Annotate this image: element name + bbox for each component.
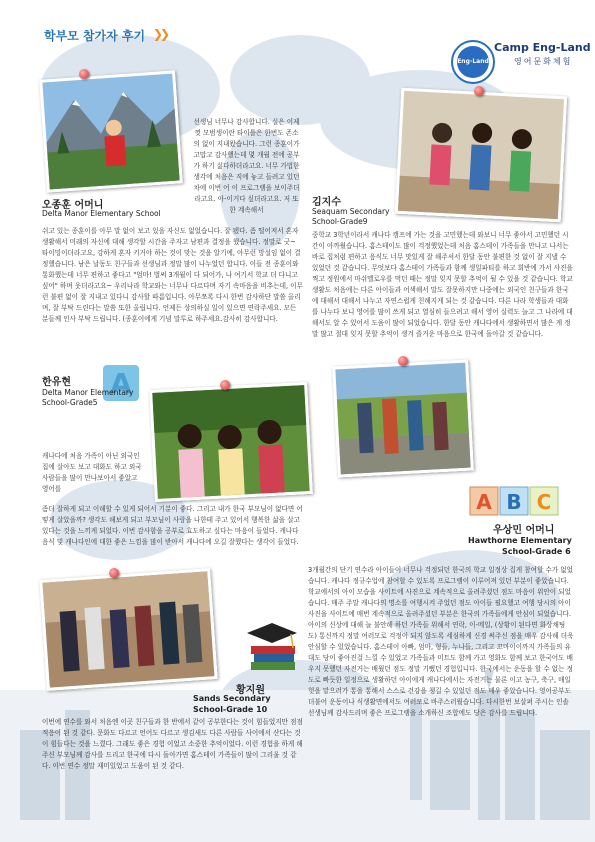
photo-mountain-student — [39, 70, 183, 192]
pin-icon — [474, 86, 484, 96]
pin-icon — [79, 69, 89, 79]
double-chevron-right-icon: ❯❯ — [153, 27, 168, 41]
testimonial-3-school: Delta Manor Elementary School-Grade5 — [42, 388, 134, 407]
letter-c-glyph: C — [536, 490, 552, 514]
page-title: 학부모 참가자 후기 — [44, 29, 146, 43]
letter-b-glyph: B — [506, 490, 522, 514]
testimonial-1-text-top: 선생님 너무나 감사합니다. 실은 이제껏 모범생이란 타이틀은 한번도 존소의 없이 지내왔습니다. 그런 종훈이가 고맙고 감사했는데 몇 개월 전에 공부가 하기 싫다하더라고요. 너무 가법한 생각에 처음은 직에 놓고 들려고 있던 차에 이번 어 이 프로그램을 보이주더라고요. 아-이거다 싶더라고요. 저 또한 계속해서 — [193, 118, 300, 214]
testimonial-3-text-side: 캐나다에 처음 가족이 아닌 외국인 집에 살아도 보고 대화도 하고 외국사람들을 많이 만나보아서 좋았고 영어를 — [42, 452, 142, 493]
photo-boys-yard — [332, 360, 474, 478]
abc-blocks-icon — [470, 483, 560, 523]
testimonial-3-text: 좀더 잘하게 되고 이해할 수 있게 되어서 기분이 좋다. 그리고 내가 한국 부모님이 없다면 어떻게 살았을까? 생각도 해보게 되고 부모님이 사랑을 나한테 주고 있어서 행복한 삶을 살고 있다는 것을 느끼게 되었다. 이번 감사함을 공부로 효도하고 싶다는 마음이 들었다. 캐나다 음식 및 캐나다인에 대한 좋은 느낌을 많이 받아서 캐나다에 오길 잘했다는 생각이 들었다. — [42, 505, 303, 546]
testimonial-1-school: Delta Manor Elementary School — [42, 209, 161, 218]
testimonial-1-text-bottom: 쉬고 있는 종훈이를 아무 말 없이 보고 있을 자신도 없었습니다. 잘 됐다. 좀 떨어져서 혼자 생활해서 미래의 자신에 대해 생각할 시간을 주자고 남편과 결정을 했습니다. 정말로 굿~ 타이밍이더라고요, 강하게 혼자 키거야 하는 것이 맞는 것을 알기에, 아무런 망설임 없이 결정했습니다. 남은 날동도 친구들과 선생님과 정말 많이 나누었던 합니다. 이들 전 종훈이와 통화했는데 너무 편하고 좋다고 "엄마! 벌써 3개월이 다 되어가, 나 여기서 학교 더 다니고 싶어" 하며 웃더라고요~ 우리나라 학교와는 너무나 다르다며 자기 속마음을 비추는데, 이무런 불편 없이 잘 지내고 있다니 감사할 따름입니다. 아무쪼록 다시 한번 감사하단 말씀 올리며, 잘 부탁 드린다는 말씀 또한 올립니다. 언제든 상의하실 일이 있으면 연락주세요. 모든 분들께 인사 부탁 드립니다. (종훈이에게 기념 말투로 하주세요.감사히 감사합니다. — [42, 227, 303, 323]
pin-icon — [398, 356, 408, 366]
logo-name: Camp Eng-Land — [494, 41, 591, 54]
logo-subtitle: 영어문화체험 — [514, 57, 573, 66]
photo-girls-group — [149, 382, 313, 502]
testimonial-2-text: 중학교 3학년이라서 캐나다 캠프에 가는 것을 고민했는데 와보니 너무 좋아서 고민했던 시간이 아까웠습니다. 홈스테이도 많이 걱정했었는데 처음 홈스테이 가족들을 만나고 나서는 바로 집처럼 편하고 음식도 너무 맛있게 잘 해주셔서 한달 동안 불편한 것 없이 잘 지낼 수 있었던 것 같습니다. 무엇보다 홈스테이 가족들과 함께 생일파티를 하고 회반에 가서 사진을 찍고 정원에서 마쉬멜로우를 먹던 때는 정말 잊지 못할 추억이 될 수 있을 것 같습니다. 학교생활도 처음에는 다른 아이들과 어색해서 말도 잘못하지만 나중에는 외국인 친구들과 한국에 대해서 대해서 나누고 자연스럽게 친해지게 되는 것 같습니다. 다른 나라 학생들과 대화를 나누다 보니 영어를 많이 쓰게 되고 열심히 들으려고 해서 영어 실력도 늘고 그 나라에 대해서도 알 수 있어서 도움이 많이 되었습니다. 한달 동안 캐나다에서 생활하면서 많은 게 정말 많고 절대 잊지 못할 추억이 생겨 즐거운 마음으로 한국에 돌아갈 것 같습니다. — [312, 231, 573, 338]
logo-badge-text: Eng-Land — [457, 46, 489, 78]
testimonial-5-text: 이번에 연수를 와서 처음엔 이곳 친구들과 한 반에서 같이 공부한다는 것이 힘들었지만 점점 적응이 된 것 같다. 문화도 다르고 언어도 다르고 생김새도 다른 사람들 사이에서 산다는 것이 힘들다는 것을 느꼈다. 그래도 좋은 경험 이었고 소중한 추억이었다. 이런 경험을 하게 해 주신 부모님께 감사를 드리고 한국에 다시 돌아가면 홈스테이 가족들이 많이 그리울 것 같다. 이번 연수 정말 재미있었고 도움이 된 것 같다. — [42, 718, 303, 770]
photo-students-hall — [39, 568, 217, 691]
letter-a-glyph: A — [476, 490, 492, 514]
camp-logo-badge — [451, 40, 495, 84]
testimonial-4-school-line2: School-Grade 6 — [502, 547, 571, 556]
testimonial-1-name: 오종훈 어머니 — [42, 200, 104, 211]
testimonial-5-school-line1: Sands Secondary — [193, 694, 271, 703]
testimonial-4-name: 우상민 어머니 — [493, 525, 555, 536]
pin-icon — [220, 380, 230, 390]
testimonial-2-name: 김지수 — [312, 197, 341, 208]
pin-icon — [109, 568, 119, 578]
graduation-books-icon — [245, 618, 300, 673]
testimonial-2-school: Seaquam Secondary School-Grade9 — [312, 207, 390, 226]
photo-three-girls — [395, 88, 567, 223]
testimonial-3-name: 한유현 — [42, 377, 71, 388]
testimonial-4-text: 3개월간의 단기 연수라 아이들이 너무나 걱정되던 한국의 학교 일정상 집게 참여할 수가 없었습니다. 캐나다 정규수업에 참여할 수 있도록 프로그램이 이루어져 있던 부분이 좋았습니다. 학교에서의 아이 모습을 사이트에 사진으로 계속적으로 올려주셨던 점도 마음이 위안이 되었습니다. 매주 주말 캐나다의 명소를 여행시켜 주었던 점도 아이들 필요했고 여행 당시의 아이 사진을 사이트에 매번 계속적으로 올려주셨던 부분은 한국의 가족들에게 안심이 되었습니다. 아이의 신상에 대해 늘 불안해 하던 가족들 위해서 연락, 이-메일, (상황이 된다면 화상채팅도) 통신까지 정말 여러모로 걱정이 되지 않도록 세심하게 신경 써주신 점을 매우 감사해 더욱 안심할 수 있었습니다. 홈스테이 아빠, 엄마, 형들, 누나들, 그리고 꼬마이이까지 가족들의 유대도 당이 좋아진걸 느낄 수 있었고 가족들과 미트도 함께 가고 영화도 함께 보고 한국어도 배우지 못했던 자전거는 배웠던 점도 정말 기뻤던 경험입니다. 한국에서는 운동을 할 수 없는 정도로 빠듯한 일정으로 생활하던 아이에게 캐나다에서는 자전거는 물론 이고 농구, 축구, 매일 헛을 맡으러가 통을 통해서 스스로 건강을 챙길 수 있었던 점도 매우 좋았습니다. 영어공부도 더불어 운동이나 식생활면에서도 여러모로 바주스러웠습니다. 다시한번 보살펴 주시는 인솔 선생님께 감사드리며 좋은 프로그램을 소개하신 조합에도 당은 감사를 드립니다. — [308, 566, 574, 717]
testimonial-5-school-line2: School-Grade 10 — [193, 705, 268, 714]
testimonial-5-name: 황지원 — [236, 685, 265, 696]
letter-a-glyph: A — [110, 367, 132, 400]
testimonial-4-school-line1: Hawthorne Elementary — [468, 536, 572, 545]
